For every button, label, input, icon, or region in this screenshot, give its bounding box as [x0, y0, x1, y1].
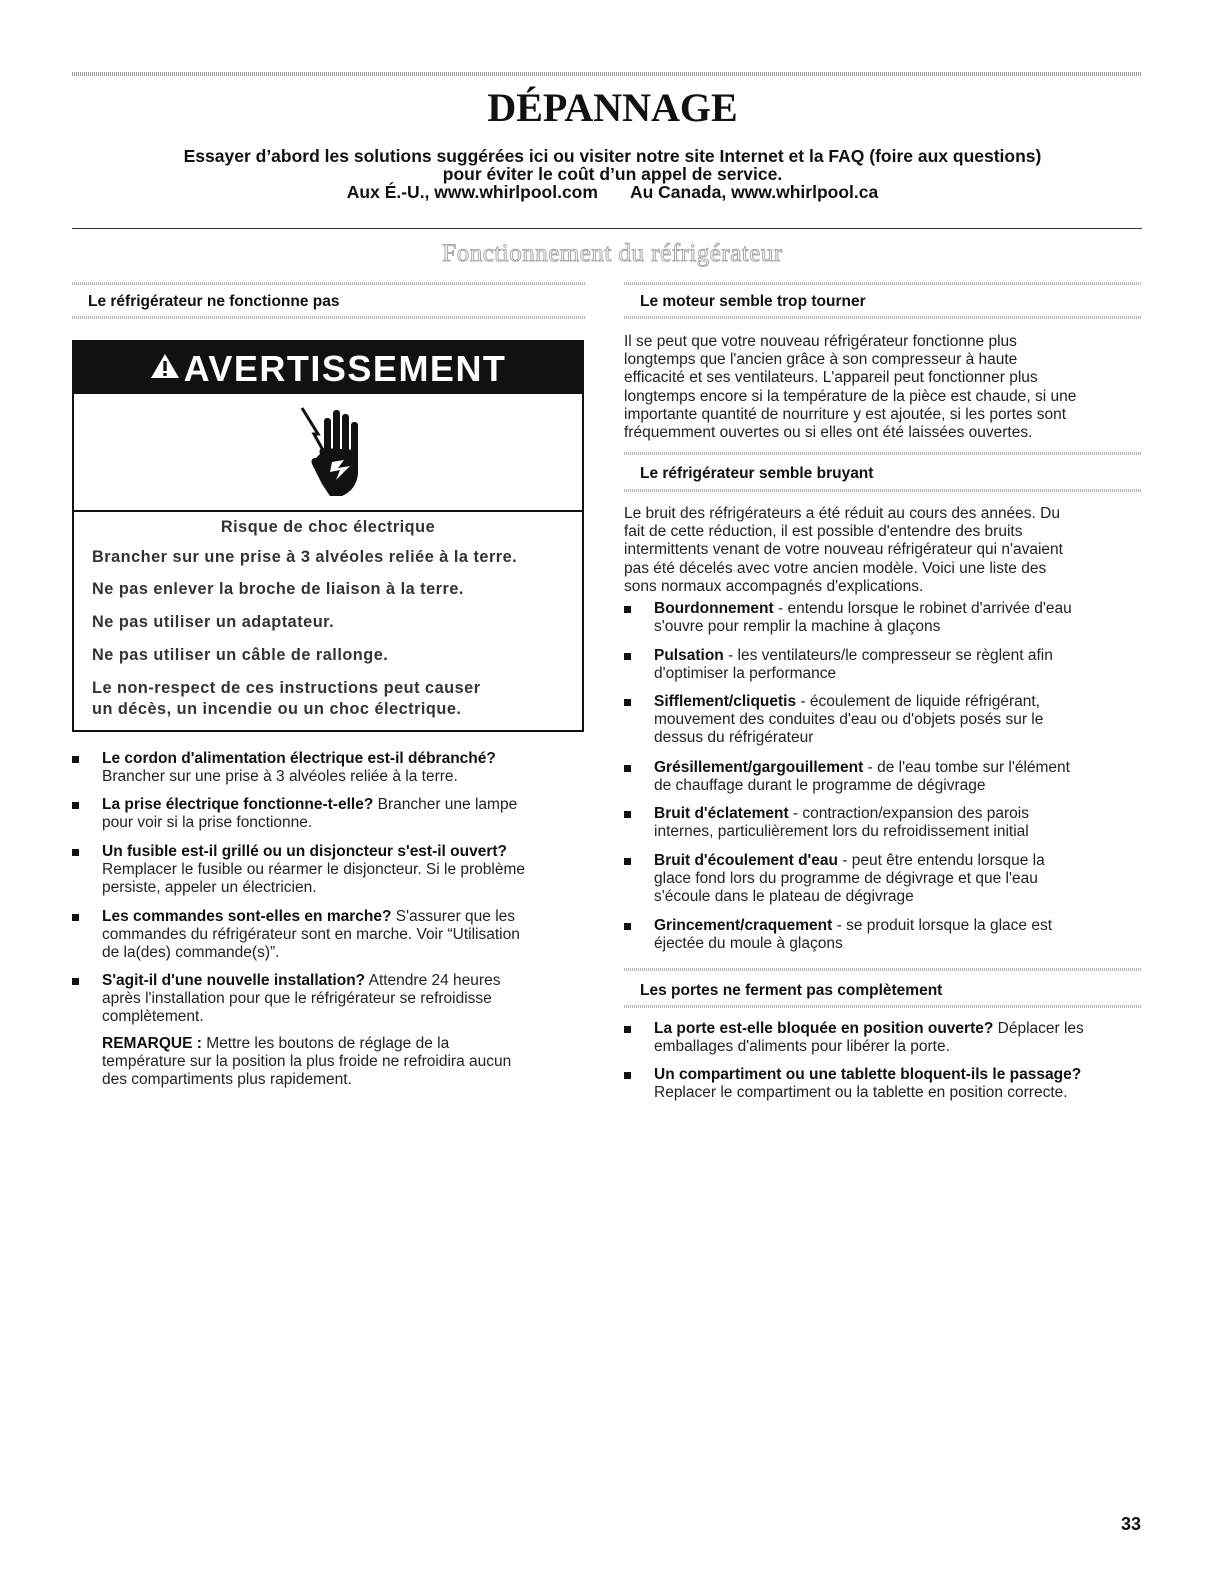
noise-text: de chauffage durant le programme de dégivrage [654, 777, 986, 795]
note-text: température sur la position la plus froide ne refroidira aucun [102, 1053, 512, 1071]
noise-name: Bourdonnement [654, 600, 774, 617]
warning-header-text: AVERTISSEMENT [183, 348, 507, 389]
subhead-not-working: Le réfrigérateur ne fonctionne pas [88, 293, 340, 310]
paragraph-noise [624, 505, 1144, 596]
intro-line-2: pour éviter le coût d’un appel de service. [442, 164, 783, 184]
noise-name: Grincement/craquement [654, 917, 833, 934]
noise-name: Bruit d'écoulement d'eau [654, 852, 838, 869]
bullet-icon [72, 802, 79, 809]
door-text: Déplacer les [993, 1020, 1084, 1037]
door-text: emballages d'aliments pour libérer la porte. [654, 1038, 950, 1056]
paragraph-line: fréquemment ouvertes ou si elles ont été laissées ouvertes. [624, 424, 1033, 442]
noise-text: - se produit lorsque la glace est [832, 917, 1053, 934]
intro-line-3 [80, 183, 1145, 201]
right-subhead-rule-bottom [624, 316, 1142, 319]
item-text: de la(des) commande(s)”. [102, 944, 280, 962]
note-text: Mettre les boutons de réglage de la [201, 1035, 450, 1052]
paragraph-line: pas été décelés avec votre ancien modèle. Voici une liste des [624, 559, 1047, 577]
us-website-link[interactable]: Aux É.-U., www.whirlpool.com [346, 182, 598, 202]
warning-triangle-icon [150, 340, 180, 394]
intro-text [80, 147, 1145, 201]
electric-shock-hand-icon [298, 404, 368, 509]
header-divider [72, 228, 1142, 229]
right-subhead3-rule-bottom [624, 1005, 1142, 1008]
subhead-noisy: Le réfrigérateur semble bruyant [640, 465, 874, 482]
noise-text: glace fond lors du programme de dégivrage et que l'eau [654, 870, 1038, 888]
right-subhead3-rule-top [624, 968, 1142, 971]
paragraph-line: importante quantité de nourriture y est ajoutée, si les portes sont [624, 405, 1066, 423]
noise-name: Pulsation [654, 647, 724, 664]
bullet-icon [624, 1026, 631, 1033]
noise-text: - entendu lorsque le robinet d'arrivée d'eau [773, 600, 1072, 617]
subhead-doors: Les portes ne ferment pas complètement [640, 982, 943, 999]
door-question: Un compartiment ou une tablette bloquent-ils le passage? [654, 1066, 1082, 1083]
item-text: Attendre 24 heures [365, 972, 501, 989]
left-subhead-rule-bottom [72, 316, 586, 319]
page-number: 33 [1120, 1514, 1141, 1534]
canada-website-link[interactable]: Au Canada, www.whirlpool.ca [629, 182, 879, 202]
item-text: pour voir si la prise fonctionne. [102, 814, 313, 832]
paragraph-line: longtemps encore si la température de la pièce est chaude, si une [624, 387, 1077, 405]
note-label: REMARQUE : [102, 1035, 202, 1052]
noise-text: - de l'eau tombe sur l'élément [863, 759, 1070, 776]
noise-text: dessus du réfrigérateur [654, 729, 814, 747]
right-subhead2-rule-top [624, 452, 1142, 455]
paragraph-line: efficacité et ses ventilateurs. L'appareil peut fonctionner plus [624, 369, 1038, 387]
bullet-icon [72, 914, 79, 921]
page-title: DÉPANNAGE [487, 85, 738, 130]
paragraph-line: longtemps que l'ancien grâce à son compresseur à haute [624, 351, 1018, 369]
noise-name: Bruit d'éclatement [654, 805, 789, 822]
bullet-icon [624, 1072, 631, 1079]
noise-text: éjectée du moule à glaçons [654, 935, 843, 953]
noise-text: - peut être entendu lorsque la [837, 852, 1045, 869]
paragraph-line: intermittents venant de votre nouveau réfrigérateur qui n'avaient [624, 541, 1063, 559]
item-question: La prise électrique fonctionne-t-elle? [102, 796, 374, 813]
warning-header [74, 342, 582, 394]
item-text: commandes du réfrigérateur sont en marche. Voir “Utilisation [102, 926, 520, 944]
warning-line: Risque de choc électrique [220, 518, 436, 536]
noise-text: - contraction/expansion des parois [788, 805, 1029, 822]
noise-text: s'ouvre pour remplir la machine à glaçons [654, 618, 941, 636]
intro-line-1: Essayer d’abord les solutions suggérées ici ou visiter notre site Internet et la FAQ (foire aux questions) [183, 146, 1042, 166]
item-text: complètement. [102, 1008, 204, 1026]
note-remarque [102, 1035, 592, 1090]
item-text: Remplacer le fusible ou réarmer le disjoncteur. Si le problème [102, 861, 526, 879]
warning-line: un décès, un incendie ou un choc électrique. [92, 700, 462, 718]
bullet-icon [624, 765, 631, 772]
left-subhead-rule-top [72, 282, 586, 285]
bullet-icon [624, 811, 631, 818]
item-question: Un fusible est-il grillé ou un disjoncteur s'est-il ouvert? [102, 843, 508, 860]
warning-line: Ne pas enlever la broche de liaison à la terre. [92, 580, 464, 598]
noise-text: mouvement des conduites d'eau ou d'objets posés sur le [654, 711, 1044, 729]
warning-line: Ne pas utiliser un adaptateur. [92, 613, 335, 631]
note-text: des compartiments plus rapidement. [102, 1071, 352, 1089]
bullet-icon [624, 606, 631, 613]
section-title: Fonctionnement du réfrigérateur [442, 240, 783, 267]
door-question: La porte est-elle bloquée en position ouverte? [654, 1020, 994, 1037]
bullet-icon [624, 653, 631, 660]
paragraph-line: sons normaux accompagnés d'explications. [624, 577, 924, 595]
noise-text: internes, particulièrement lors du refroidissement initial [654, 823, 1029, 841]
bullet-icon [624, 923, 631, 930]
warning-box [72, 340, 584, 732]
paragraph-line: Il se peut que votre nouveau réfrigérateur fonctionne plus [624, 333, 1017, 350]
item-text: Brancher une lampe [373, 796, 518, 813]
bullet-icon [72, 849, 79, 856]
warning-line: Brancher sur une prise à 3 alvéoles reliée à la terre. [92, 548, 518, 566]
bullet-icon [624, 699, 631, 706]
item-text: Brancher sur une prise à 3 alvéoles reliée à la terre. [102, 768, 458, 786]
warning-line: Le non-respect de ces instructions peut causer [92, 679, 481, 697]
noise-text: - écoulement de liquide réfrigérant, [796, 693, 1040, 710]
warning-divider [74, 510, 582, 512]
noise-text: s'écoule dans le plateau de dégivrage [654, 888, 914, 906]
noise-name: Sifflement/cliquetis [654, 693, 797, 710]
subhead-motor-runs: Le moteur semble trop tourner [640, 293, 866, 310]
top-hatched-rule [72, 72, 1142, 76]
paragraph-motor [624, 333, 1144, 442]
item-text: persiste, appeler un électricien. [102, 879, 317, 897]
right-subhead-rule-top [624, 282, 1142, 285]
item-question: S'agit-il d'une nouvelle installation? [102, 972, 366, 989]
noise-name: Grésillement/gargouillement [654, 759, 864, 776]
bullet-icon [624, 858, 631, 865]
bullet-icon [72, 756, 79, 763]
door-text: Replacer le compartiment ou la tablette en position correcte. [654, 1084, 1068, 1102]
item-text: S'assurer que les [391, 908, 516, 925]
right-subhead2-rule-bottom [624, 489, 1142, 492]
noise-text: d'optimiser la performance [654, 665, 837, 683]
item-text: après l'installation pour que le réfrigérateur se refroidisse [102, 990, 492, 1008]
paragraph-line: Le bruit des réfrigérateurs a été réduit au cours des années. Du [624, 505, 1060, 522]
item-question: Le cordon d'alimentation électrique est-il débranché? [102, 750, 496, 767]
warning-line: Ne pas utiliser un câble de rallonge. [92, 646, 389, 664]
bullet-icon [72, 978, 79, 985]
paragraph-line: fait de cette réduction, il est possible d'entendre des bruits [624, 523, 1023, 541]
noise-text: - les ventilateurs/le compresseur se règlent afin [723, 647, 1053, 664]
item-question: Les commandes sont-elles en marche? [102, 908, 392, 925]
